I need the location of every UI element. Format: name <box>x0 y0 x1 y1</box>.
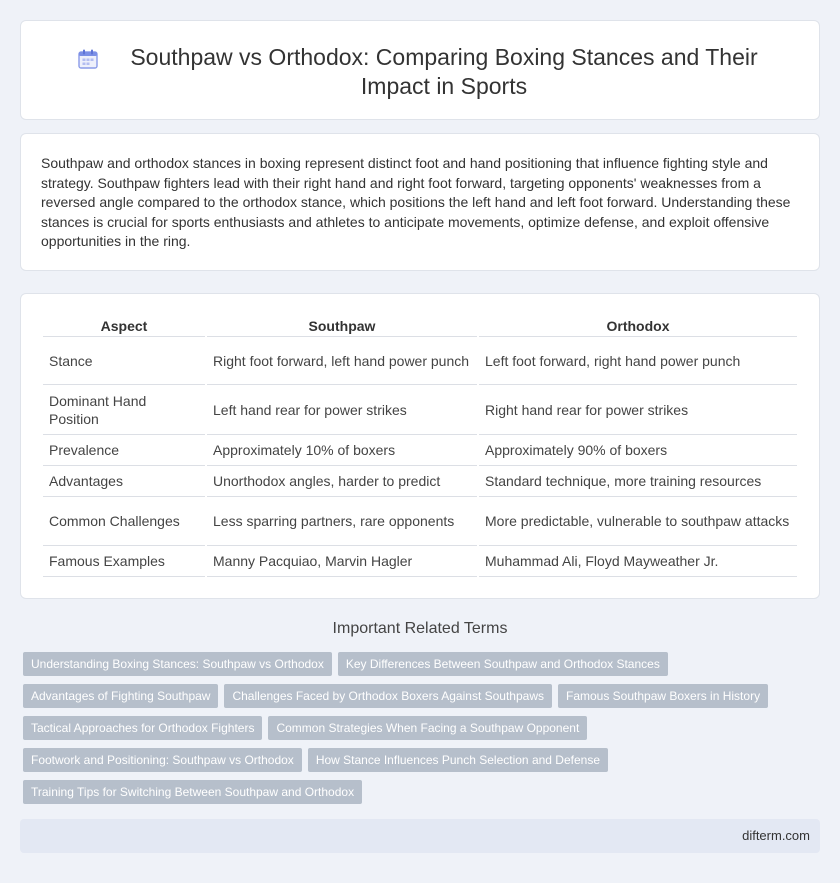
table-cell: Stance <box>43 337 205 385</box>
related-term-tag[interactable]: Training Tips for Switching Between Southpaw and Orthodox <box>23 780 362 804</box>
table-cell: Left foot forward, right hand power punch <box>479 337 797 385</box>
footer <box>20 819 820 853</box>
table-cell: Left hand rear for power strikes <box>207 385 477 435</box>
header-southpaw: Southpaw <box>207 312 477 337</box>
table-cell: Dominant Hand Position <box>43 385 205 435</box>
table-header-row <box>43 312 797 337</box>
table-cell: Right foot forward, left hand power punch <box>207 337 477 385</box>
related-term-tag[interactable]: Understanding Boxing Stances: Southpaw vs Orthodox <box>23 652 332 676</box>
intro-paragraph: Southpaw and orthodox stances in boxing represent distinct foot and hand positioning that influence fighting style and strategy. Southpaw fighters lead with their right hand and right foot forward, targeting opponents' weaknesses from a reversed angle compared to the orthodox stance, which positions the left hand and left foot forward. Understanding these stances is crucial for sports enthusiasts and athletes to anticipate movements, optimize defense, and exploit offensive opportunities in the ring. <box>41 155 791 249</box>
table-cell: Unorthodox angles, harder to predict <box>207 466 477 497</box>
related-term-tag[interactable]: Challenges Faced by Orthodox Boxers Against Southpaws <box>224 684 552 708</box>
related-term-tag[interactable]: Tactical Approaches for Orthodox Fighters <box>23 716 262 740</box>
header-orthodox: Orthodox <box>479 312 797 337</box>
table-row <box>43 497 797 546</box>
related-term-tag[interactable]: Common Strategies When Facing a Southpaw Opponent <box>268 716 587 740</box>
related-terms-heading: Important Related Terms <box>332 620 508 637</box>
table-row <box>43 337 797 385</box>
table-cell: Manny Pacquiao, Marvin Hagler <box>207 546 477 577</box>
page-title: Southpaw vs Orthodox: Comparing Boxing Stances and Their Impact in Sports <box>130 44 758 99</box>
table-cell: Famous Examples <box>43 546 205 577</box>
header-aspect: Aspect <box>43 312 205 337</box>
table-cell: Advantages <box>43 466 205 497</box>
table-row <box>43 466 797 497</box>
comparison-table-card <box>20 293 820 599</box>
intro-card <box>20 133 820 271</box>
related-term-tag[interactable]: Advantages of Fighting Southpaw <box>23 684 218 708</box>
table-cell: Approximately 10% of boxers <box>207 435 477 466</box>
related-terms-list <box>23 652 813 812</box>
table-row <box>43 546 797 577</box>
table-cell: Common Challenges <box>43 497 205 546</box>
related-term-tag[interactable]: Footwork and Positioning: Southpaw vs Orthodox <box>23 748 302 772</box>
table-cell: Approximately 90% of boxers <box>479 435 797 466</box>
related-term-tag[interactable]: Famous Southpaw Boxers in History <box>558 684 768 708</box>
table-row <box>43 435 797 466</box>
table-cell: Standard technique, more training resources <box>479 466 797 497</box>
table-cell: Muhammad Ali, Floyd Mayweather Jr. <box>479 546 797 577</box>
table-cell: More predictable, vulnerable to southpaw attacks <box>479 497 797 546</box>
related-term-tag[interactable]: Key Differences Between Southpaw and Orthodox Stances <box>338 652 668 676</box>
table-cell: Less sparring partners, rare opponents <box>207 497 477 546</box>
title-card <box>20 20 820 120</box>
footer-site-name[interactable]: difterm.com <box>742 828 810 843</box>
related-term-tag[interactable]: How Stance Influences Punch Selection and Defense <box>308 748 608 772</box>
table-cell: Prevalence <box>43 435 205 466</box>
table-cell: Right hand rear for power strikes <box>479 385 797 435</box>
comparison-table <box>41 312 799 577</box>
table-row <box>43 385 797 435</box>
